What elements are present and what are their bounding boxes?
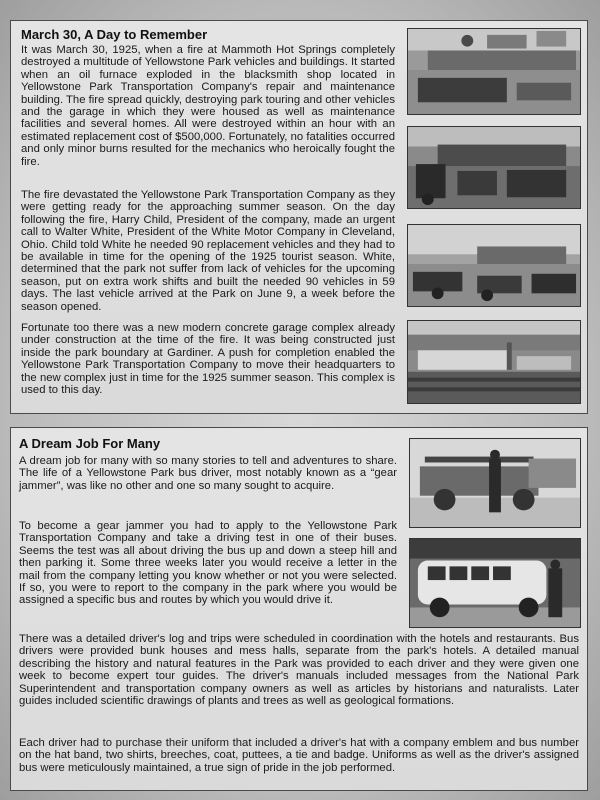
paragraph: The fire devastated the Yellowstone Park Transportation Company as they were getting ready for the approaching summer season. On the day following the fire, Harry Child, President of the company, made an urgent call to Walter White, President of the White Motor Company in Cleveland, Ohio. Child told White he needed 90 replacement vehicles and they had to be available in time for the opening of the 1925 tourist season. White, determined that the park not suffer from lack of vehicles for the upcoming season, put on extra work shifts and built the needed 90 vehicles in 59 days. The last vehicle arrived at the Park on June 9, a week before the season opened. bbox=[21, 189, 395, 313]
section-title: March 30, A Day to Remember bbox=[21, 27, 208, 42]
driver-enclosed-bus-photo bbox=[409, 538, 581, 628]
paragraph: To become a gear jammer you had to apply to the Yellowstone Park Transportation Company and take a driving test in one of their buses. Seems the test was all about driving the bus up and down a steep hill and then parking it. Some three weeks later you would receive a letter in the mail from the company letting you know whether or not you were selected. If so, you were to report to the company in the park where you would be assigned a specific bus and routes by which you would drive it. bbox=[19, 520, 397, 607]
fire-ruins-aerial-photo bbox=[407, 28, 581, 115]
section-title: A Dream Job For Many bbox=[19, 436, 161, 451]
garage-complex-photo bbox=[407, 320, 581, 404]
paragraph: Each driver had to purchase their uniform that included a driver's hat with a company emblem and bus number on the hat band, two shirts, breeches, coat, puttees, a tie and badge. Uniforms as well as the driver's assigned bus were meticulously maintained, a true sign of pride in the job performed. bbox=[19, 737, 579, 774]
paragraph: It was March 30, 1925, when a fire at Mammoth Hot Springs completely destroyed a multitude of Yellowstone Park vehicles and buildings. It started when an oil furnace exploded in the blacksmith shop located in Yellowstone Park Transportation Company's repair and maintenance building. The fire spread quickly, destroying park touring and other vehicles and the garage in which they were housed as well as maintenance facilities and several homes. All were destroyed within an hour with an estimated replacement cost of $500,000. Fortunately, no fatalities occurred and only minor burns resulted for the mechanics who heroically fought the fire. bbox=[21, 44, 395, 168]
burned-vehicles-photo bbox=[407, 126, 581, 209]
paragraph: Fortunate too there was a new modern concrete garage complex already under construction at the time of the fire. It was being constructed just inside the park boundary at Gardiner. A push for completion enabled the Yellowstone Park Transportation Company to move their headquarters to the new complex just in time for the 1925 summer season. This complex is used to this day. bbox=[21, 322, 395, 397]
paragraph: A dream job for many with so many stories to tell and adventures to share. The life of a Yellowstone Park bus driver, most notably known as a “gear jammer”, was like no other and one so many sought to acquire. bbox=[19, 455, 397, 492]
paragraph: There was a detailed driver's log and trips were scheduled in coordination with the hotels and restaurants. Bus drivers were provided bunk houses and mess halls, separate from the park's hotels. A detailed manual describing the history and natural features in the Park was provided to each driver and they were given one week to become expert tour guides. The driver's manuals included messages from the National Park Superintendent and transportation company owners as well as articles by historians and naturalists. Later guides included scientific drawings of plants and trees as well as geological formations. bbox=[19, 633, 579, 708]
gear-jammer-article-panel bbox=[10, 427, 588, 791]
fire-article-panel bbox=[10, 20, 588, 414]
driver-touring-bus-photo bbox=[409, 438, 581, 528]
wrecked-cars-photo bbox=[407, 224, 581, 307]
